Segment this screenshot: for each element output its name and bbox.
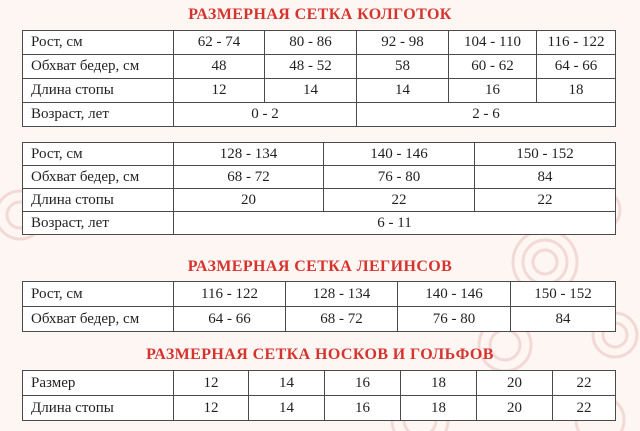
- hips-value: 84: [475, 166, 616, 189]
- height-value: 92 - 98: [357, 31, 449, 55]
- table-row: [23, 103, 616, 127]
- table-row: [23, 396, 616, 421]
- height-label: Рост, см: [23, 282, 174, 307]
- height-value: 128 - 134: [286, 282, 398, 307]
- table-row: [23, 143, 616, 166]
- table-row: [23, 55, 616, 79]
- leggings-title: РАЗМЕРНАЯ СЕТКА ЛЕГИНСОВ: [187, 258, 453, 275]
- age-value: 6 - 11: [174, 212, 616, 235]
- leggings-size-table: [22, 281, 616, 332]
- table-row: [23, 282, 616, 307]
- foot-value: 16: [449, 79, 537, 103]
- hips-value: 76 - 80: [324, 166, 475, 189]
- foot-value: 22: [324, 189, 475, 212]
- foot-value: 20: [174, 189, 324, 212]
- height-value: 116 - 122: [537, 31, 616, 55]
- table-row: [23, 79, 616, 103]
- height-value: 140 - 146: [324, 143, 475, 166]
- size-value: 18: [401, 371, 477, 396]
- height-value: 150 - 152: [475, 143, 616, 166]
- tights-size-table-2: [22, 142, 616, 235]
- size-value: 12: [174, 371, 249, 396]
- hips-value: 64 - 66: [174, 307, 286, 332]
- foot-label: Длина стопы: [23, 396, 174, 421]
- foot-value: 12: [174, 79, 265, 103]
- hips-label: Обхват бедер, см: [23, 55, 174, 79]
- hips-label: Обхват бедер, см: [23, 307, 174, 332]
- age-label: Возраст, лет: [23, 103, 174, 127]
- height-value: 62 - 74: [174, 31, 265, 55]
- hips-label: Обхват бедер, см: [23, 166, 174, 189]
- socks-size-table: [22, 370, 616, 421]
- foot-value: 14: [265, 79, 357, 103]
- hips-value: 76 - 80: [398, 307, 511, 332]
- hips-value: 68 - 72: [286, 307, 398, 332]
- table-row: [23, 166, 616, 189]
- foot-label: Длина стопы: [23, 189, 174, 212]
- hips-value: 48: [174, 55, 265, 79]
- tights-size-table-1: [22, 30, 616, 127]
- size-value: 16: [325, 371, 401, 396]
- height-value: 128 - 134: [174, 143, 324, 166]
- foot-value: 12: [174, 396, 249, 421]
- hips-value: 60 - 62: [449, 55, 537, 79]
- height-label: Рост, см: [23, 31, 174, 55]
- table-row: [23, 371, 616, 396]
- height-value: 150 - 152: [511, 282, 616, 307]
- size-value: 22: [553, 371, 616, 396]
- foot-value: 22: [475, 189, 616, 212]
- height-value: 80 - 86: [265, 31, 357, 55]
- foot-value: 14: [357, 79, 449, 103]
- foot-value: 18: [537, 79, 616, 103]
- age-value: 2 - 6: [357, 103, 616, 127]
- size-label: Размер: [23, 371, 174, 396]
- table-row: [23, 212, 616, 235]
- hips-value: 64 - 66: [537, 55, 616, 79]
- age-label: Возраст, лет: [23, 212, 174, 235]
- size-value: 20: [477, 371, 553, 396]
- age-value: 0 - 2: [174, 103, 357, 127]
- foot-value: 16: [325, 396, 401, 421]
- socks-title: РАЗМЕРНАЯ СЕТКА НОСКОВ И ГОЛЬФОВ: [146, 346, 494, 363]
- height-value: 116 - 122: [174, 282, 286, 307]
- height-label: Рост, см: [23, 143, 174, 166]
- foot-value: 22: [553, 396, 616, 421]
- size-value: 14: [249, 371, 325, 396]
- height-value: 140 - 146: [398, 282, 511, 307]
- foot-value: 20: [477, 396, 553, 421]
- table-row: [23, 307, 616, 332]
- table-row: [23, 31, 616, 55]
- foot-value: 18: [401, 396, 477, 421]
- hips-value: 48 - 52: [265, 55, 357, 79]
- hips-value: 58: [357, 55, 449, 79]
- foot-value: 14: [249, 396, 325, 421]
- hips-value: 84: [511, 307, 616, 332]
- tights-title: РАЗМЕРНАЯ СЕТКА КОЛГОТОК: [188, 6, 452, 23]
- table-row: [23, 189, 616, 212]
- hips-value: 68 - 72: [174, 166, 324, 189]
- height-value: 104 - 110: [449, 31, 537, 55]
- foot-label: Длина стопы: [23, 79, 174, 103]
